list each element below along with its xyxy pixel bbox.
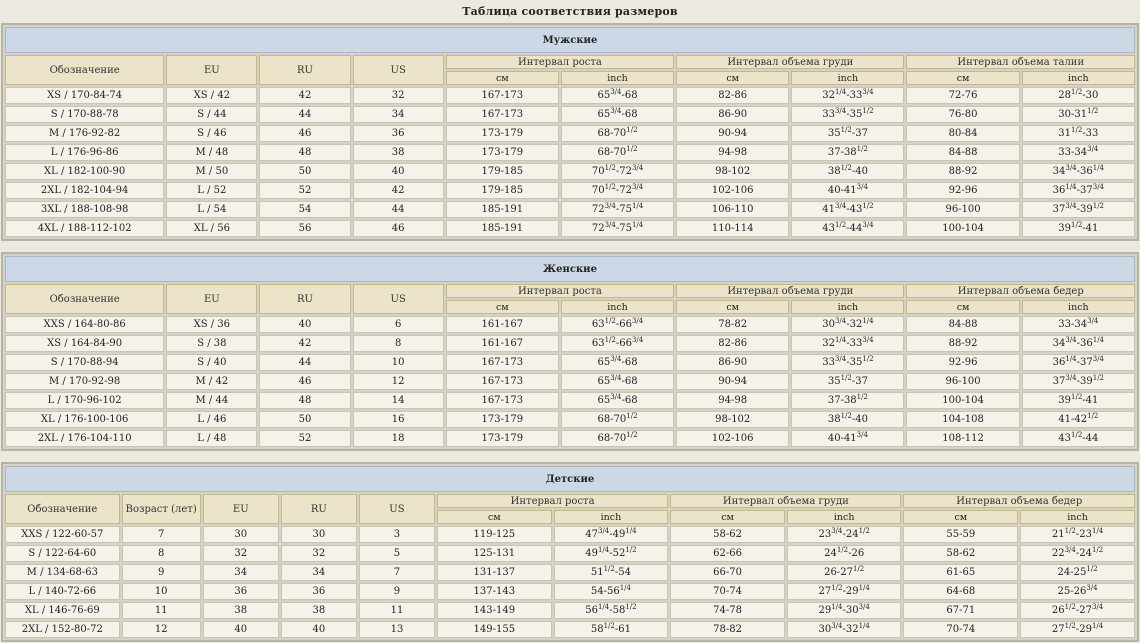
table-cell: 42 [259, 87, 350, 104]
table-cell: 173-179 [446, 411, 559, 428]
table-cell: 44 [353, 201, 444, 218]
table-cell: M / 176-92-82 [5, 125, 164, 142]
table-cell: L / 140-72-66 [5, 583, 120, 600]
table-cell: 2XL / 182-104-94 [5, 182, 164, 199]
table-cell: 167-173 [446, 354, 559, 371]
table-row [5, 335, 1135, 352]
table-cell: $35^{1/2}-37$ [791, 125, 904, 142]
table-cell: $31^{1/2}-33$ [1022, 125, 1135, 142]
table-cell: 3 [359, 526, 435, 543]
table-cell: 2XL / 176-104-110 [5, 430, 164, 447]
table-cell: $22^{3/4}-24^{1/2}$ [1020, 545, 1135, 562]
table-cell: 78-82 [670, 621, 785, 638]
column-header: EU [203, 494, 279, 524]
table-cell: 44 [259, 354, 350, 371]
column-header: RU [259, 55, 350, 85]
table-cell: 82-86 [676, 87, 789, 104]
table-cell: 125-131 [437, 545, 552, 562]
table-cell: 96-100 [906, 373, 1019, 390]
group-header: Интервал объема бедер [906, 284, 1135, 298]
table-cell: 179-185 [446, 163, 559, 180]
table-cell: $36^{1/4}-37^{3/4}$ [1022, 354, 1135, 371]
table-cell: 80-84 [906, 125, 1019, 142]
table-cell: $37^{3/4}-39^{1/2}$ [1022, 373, 1135, 390]
table-cell: 173-179 [446, 144, 559, 161]
table-cell: M / 134-68-63 [5, 564, 120, 581]
table-cell: 149-155 [437, 621, 552, 638]
group-header: Интервал объема груди [676, 55, 904, 69]
unit-header: см [437, 510, 552, 524]
table-cell: XXS / 164-80-86 [5, 316, 164, 333]
table-cell: 10 [122, 583, 201, 600]
table-cell: 32 [281, 545, 357, 562]
table-cell: 34 [353, 106, 444, 123]
table-row [5, 602, 1135, 619]
unit-header: inch [787, 510, 902, 524]
table-cell: 46 [353, 220, 444, 237]
table-row [5, 583, 1135, 600]
table-cell: 32 [203, 545, 279, 562]
table-cell: 11 [122, 602, 201, 619]
table-cell: 58-62 [670, 526, 785, 543]
section-title: Детские [5, 466, 1135, 492]
table-cell: 12 [122, 621, 201, 638]
table-cell: 36 [281, 583, 357, 600]
unit-header: см [670, 510, 785, 524]
table-row [5, 621, 1135, 638]
table-cell: 18 [353, 430, 444, 447]
column-header: Обозначение [5, 494, 120, 524]
table-cell: $54-56^{1/4}$ [554, 583, 669, 600]
table-cell: S / 44 [166, 106, 257, 123]
unit-header: см [906, 71, 1019, 85]
unit-header: inch [561, 300, 674, 314]
table-row [5, 316, 1135, 333]
table-cell: L / 54 [166, 201, 257, 218]
table-cell: 38 [353, 144, 444, 161]
column-header: Возраст (лет) [122, 494, 201, 524]
table-row [5, 182, 1135, 199]
table-cell: $43^{1/2}-44$ [1022, 430, 1135, 447]
table-cell: $63^{1/2}-66^{3/4}$ [561, 335, 674, 352]
table-cell: 70-74 [670, 583, 785, 600]
table-cell: $68-70^{1/2}$ [561, 411, 674, 428]
table-cell: 40 [203, 621, 279, 638]
column-header: US [353, 55, 444, 85]
table-cell: XL / 182-100-90 [5, 163, 164, 180]
table-cell: $33-34^{3/4}$ [1022, 144, 1135, 161]
table-cell: 46 [259, 125, 350, 142]
unit-header: inch [791, 300, 904, 314]
table-cell: 11 [359, 602, 435, 619]
table-cell: $21^{1/2}-23^{1/4}$ [1020, 526, 1135, 543]
table-cell: $65^{3/4}-68$ [561, 373, 674, 390]
table-row [5, 125, 1135, 142]
table-cell: 167-173 [446, 87, 559, 104]
table-cell: 9 [122, 564, 201, 581]
table-cell: XS / 42 [166, 87, 257, 104]
table-cell: $72^{3/4}-75^{1/4}$ [561, 220, 674, 237]
table-cell: S / 38 [166, 335, 257, 352]
table-cell: $30^{3/4}-32^{1/4}$ [787, 621, 902, 638]
table-cell: XL / 146-76-69 [5, 602, 120, 619]
table-cell: 48 [259, 392, 350, 409]
unit-header: см [676, 71, 789, 85]
table-cell: 131-137 [437, 564, 552, 581]
table-cell: 173-179 [446, 430, 559, 447]
table-cell: S / 170-88-94 [5, 354, 164, 371]
table-cell: 88-92 [906, 163, 1019, 180]
table-cell: $56^{1/4}-58^{1/2}$ [554, 602, 669, 619]
table-cell: $70^{1/2}-72^{3/4}$ [561, 182, 674, 199]
table-cell: $65^{3/4}-68$ [561, 106, 674, 123]
table-cell: 34 [203, 564, 279, 581]
table-cell: 16 [353, 411, 444, 428]
table-cell: 185-191 [446, 220, 559, 237]
table-cell: $40-41^{3/4}$ [791, 430, 904, 447]
table-cell: XS / 170-84-74 [5, 87, 164, 104]
column-header: EU [166, 284, 257, 314]
table-cell: 78-82 [676, 316, 789, 333]
table-cell: 36 [203, 583, 279, 600]
column-header: RU [281, 494, 357, 524]
table-cell: M / 48 [166, 144, 257, 161]
table-cell: 70-74 [903, 621, 1018, 638]
table-cell: L / 48 [166, 430, 257, 447]
table-cell: $26-27^{1/2}$ [787, 564, 902, 581]
table-cell: 32 [353, 87, 444, 104]
table-cell: 82-86 [676, 335, 789, 352]
table-cell: 42 [259, 335, 350, 352]
table-cell: L / 176-96-86 [5, 144, 164, 161]
table-cell: $68-70^{1/2}$ [561, 125, 674, 142]
table-cell: $33^{3/4}-35^{1/2}$ [791, 354, 904, 371]
table-cell: 61-65 [903, 564, 1018, 581]
table-cell: M / 50 [166, 163, 257, 180]
table-cell: $65^{3/4}-68$ [561, 392, 674, 409]
table-cell: $38^{1/2}-40$ [791, 163, 904, 180]
column-header: Обозначение [5, 284, 164, 314]
table-row [5, 411, 1135, 428]
table-cell: 86-90 [676, 106, 789, 123]
table-row [5, 163, 1135, 180]
column-header: US [353, 284, 444, 314]
table-cell: 50 [259, 411, 350, 428]
table-cell: 52 [259, 182, 350, 199]
unit-header: см [446, 71, 559, 85]
table-cell: 94-98 [676, 392, 789, 409]
size-table-men [3, 25, 1137, 239]
table-cell: 92-96 [906, 354, 1019, 371]
table-cell: XL / 56 [166, 220, 257, 237]
table-cell: $37-38^{1/2}$ [791, 392, 904, 409]
table-cell: 102-106 [676, 430, 789, 447]
table-cell: 40 [281, 621, 357, 638]
unit-header: см [446, 300, 559, 314]
table-cell: $43^{1/2}-44^{3/4}$ [791, 220, 904, 237]
table-cell: $23^{3/4}-24^{1/2}$ [787, 526, 902, 543]
table-cell: $28^{1/2}-30$ [1022, 87, 1135, 104]
table-cell: 90-94 [676, 373, 789, 390]
table-cell: $72^{3/4}-75^{1/4}$ [561, 201, 674, 218]
table-cell: 72-76 [906, 87, 1019, 104]
table-cell: 179-185 [446, 182, 559, 199]
table-cell: 54 [259, 201, 350, 218]
table-cell: $68-70^{1/2}$ [561, 144, 674, 161]
table-row [5, 545, 1135, 562]
table-cell: 84-88 [906, 316, 1019, 333]
table-cell: 48 [259, 144, 350, 161]
page-title: Таблица соответствия размеров [462, 5, 678, 18]
table-cell: 30 [281, 526, 357, 543]
group-header: Интервал объема груди [670, 494, 901, 508]
table-cell: 100-104 [906, 392, 1019, 409]
table-cell: $35^{1/2}-37$ [791, 373, 904, 390]
table-cell: 46 [259, 373, 350, 390]
section-women [1, 252, 1139, 451]
table-cell: 64-68 [903, 583, 1018, 600]
unit-header: inch [1022, 71, 1135, 85]
table-cell: 100-104 [906, 220, 1019, 237]
table-cell: $24^{1/2}-26$ [787, 545, 902, 562]
table-cell: $49^{1/4}-52^{1/2}$ [554, 545, 669, 562]
table-cell: $65^{3/4}-68$ [561, 87, 674, 104]
table-cell: 13 [359, 621, 435, 638]
table-cell: S / 46 [166, 125, 257, 142]
table-cell: 12 [353, 373, 444, 390]
table-cell: 167-173 [446, 106, 559, 123]
table-row [5, 564, 1135, 581]
table-cell: $33-34^{3/4}$ [1022, 316, 1135, 333]
unit-header: inch [1020, 510, 1135, 524]
table-cell: L / 52 [166, 182, 257, 199]
table-cell: 90-94 [676, 125, 789, 142]
table-cell: $51^{1/2}-54$ [554, 564, 669, 581]
column-header: Обозначение [5, 55, 164, 85]
table-cell: 38 [281, 602, 357, 619]
section-title: Мужские [5, 27, 1135, 53]
table-row [5, 144, 1135, 161]
table-cell: 161-167 [446, 335, 559, 352]
table-cell: 44 [259, 106, 350, 123]
table-cell: 62-66 [670, 545, 785, 562]
table-cell: $68-70^{1/2}$ [561, 430, 674, 447]
table-cell: 14 [353, 392, 444, 409]
unit-header: inch [554, 510, 669, 524]
table-row [5, 373, 1135, 390]
table-cell: L / 46 [166, 411, 257, 428]
table-cell: 185-191 [446, 201, 559, 218]
table-cell: 161-167 [446, 316, 559, 333]
table-cell: 108-112 [906, 430, 1019, 447]
table-cell: 143-149 [437, 602, 552, 619]
table-cell: 8 [122, 545, 201, 562]
table-cell: 50 [259, 163, 350, 180]
table-row [5, 354, 1135, 371]
table-cell: 7 [359, 564, 435, 581]
table-cell: 66-70 [670, 564, 785, 581]
table-cell: $70^{1/2}-72^{3/4}$ [561, 163, 674, 180]
table-cell: 119-125 [437, 526, 552, 543]
table-cell: 10 [353, 354, 444, 371]
table-cell: XXS / 122-60-57 [5, 526, 120, 543]
table-cell: $39^{1/2}-41$ [1022, 220, 1135, 237]
table-cell: 55-59 [903, 526, 1018, 543]
table-row [5, 106, 1135, 123]
table-cell: 110-114 [676, 220, 789, 237]
table-cell: $58^{1/2}-61$ [554, 621, 669, 638]
unit-header: inch [791, 71, 904, 85]
table-cell: $34^{3/4}-36^{1/4}$ [1022, 163, 1135, 180]
table-row [5, 392, 1135, 409]
table-cell: 42 [353, 182, 444, 199]
unit-header: см [676, 300, 789, 314]
table-cell: 104-108 [906, 411, 1019, 428]
column-header: EU [166, 55, 257, 85]
table-cell: XS / 36 [166, 316, 257, 333]
table-cell: $24-25^{1/2}$ [1020, 564, 1135, 581]
table-cell: S / 170-88-78 [5, 106, 164, 123]
group-header: Интервал объема груди [676, 284, 904, 298]
table-cell: XS / 164-84-90 [5, 335, 164, 352]
table-cell: 38 [203, 602, 279, 619]
table-cell: 167-173 [446, 392, 559, 409]
table-cell: 88-92 [906, 335, 1019, 352]
table-cell: 4XL / 188-112-102 [5, 220, 164, 237]
table-row [5, 201, 1135, 218]
table-cell: 84-88 [906, 144, 1019, 161]
table-cell: 67-71 [903, 602, 1018, 619]
table-cell: 76-80 [906, 106, 1019, 123]
table-cell: $27^{1/2}-29^{1/4}$ [787, 583, 902, 600]
table-cell: $33^{3/4}-35^{1/2}$ [791, 106, 904, 123]
table-cell: 94-98 [676, 144, 789, 161]
unit-header: inch [561, 71, 674, 85]
table-cell: M / 42 [166, 373, 257, 390]
table-cell: $37^{3/4}-39^{1/2}$ [1022, 201, 1135, 218]
table-cell: 9 [359, 583, 435, 600]
table-cell: 86-90 [676, 354, 789, 371]
table-cell: $30-31^{1/2}$ [1022, 106, 1135, 123]
table-cell: $26^{1/2}-27^{3/4}$ [1020, 602, 1135, 619]
table-cell: $38^{1/2}-40$ [791, 411, 904, 428]
column-header: US [359, 494, 435, 524]
table-cell: S / 122-64-60 [5, 545, 120, 562]
table-cell: 58-62 [903, 545, 1018, 562]
section-title: Женские [5, 256, 1135, 282]
table-row [5, 430, 1135, 447]
unit-header: см [906, 300, 1019, 314]
table-cell: $29^{1/4}-30^{3/4}$ [787, 602, 902, 619]
table-cell: 6 [353, 316, 444, 333]
table-row [5, 526, 1135, 543]
group-header: Интервал роста [446, 55, 674, 69]
table-cell: $37-38^{1/2}$ [791, 144, 904, 161]
table-cell: S / 40 [166, 354, 257, 371]
table-cell: L / 170-96-102 [5, 392, 164, 409]
table-cell: 52 [259, 430, 350, 447]
table-cell: $34^{3/4}-36^{1/4}$ [1022, 335, 1135, 352]
table-cell: $30^{3/4}-32^{1/4}$ [791, 316, 904, 333]
table-cell: 102-106 [676, 182, 789, 199]
table-cell: $47^{3/4}-49^{1/4}$ [554, 526, 669, 543]
table-cell: $41^{3/4}-43^{1/2}$ [791, 201, 904, 218]
table-cell: $27^{1/2}-29^{1/4}$ [1020, 621, 1135, 638]
table-cell: 74-78 [670, 602, 785, 619]
table-cell: XL / 176-100-106 [5, 411, 164, 428]
column-header: RU [259, 284, 350, 314]
table-cell: $41-42^{1/2}$ [1022, 411, 1135, 428]
table-cell: 106-110 [676, 201, 789, 218]
table-cell: $32^{1/4}-33^{3/4}$ [791, 335, 904, 352]
unit-header: inch [1022, 300, 1135, 314]
table-cell: 96-100 [906, 201, 1019, 218]
table-row [5, 87, 1135, 104]
table-cell: $40-41^{3/4}$ [791, 182, 904, 199]
section-kids [1, 462, 1139, 642]
group-header: Интервал объема талии [906, 55, 1135, 69]
table-cell: 98-102 [676, 163, 789, 180]
table-cell: M / 44 [166, 392, 257, 409]
table-cell: $39^{1/2}-41$ [1022, 392, 1135, 409]
table-cell: M / 170-92-98 [5, 373, 164, 390]
table-cell: $65^{3/4}-68$ [561, 354, 674, 371]
table-cell: 98-102 [676, 411, 789, 428]
table-cell: $25-26^{3/4}$ [1020, 583, 1135, 600]
table-cell: 2XL / 152-80-72 [5, 621, 120, 638]
size-table-women [3, 254, 1137, 449]
table-cell: $36^{1/4}-37^{3/4}$ [1022, 182, 1135, 199]
table-cell: 3XL / 188-108-98 [5, 201, 164, 218]
table-cell: 40 [353, 163, 444, 180]
table-cell: 137-143 [437, 583, 552, 600]
table-cell: 34 [281, 564, 357, 581]
group-header: Интервал роста [446, 284, 674, 298]
table-cell: 173-179 [446, 125, 559, 142]
unit-header: см [903, 510, 1018, 524]
table-cell: $32^{1/4}-33^{3/4}$ [791, 87, 904, 104]
table-cell: 30 [203, 526, 279, 543]
table-row [5, 220, 1135, 237]
table-cell: 8 [353, 335, 444, 352]
group-header: Интервал роста [437, 494, 668, 508]
table-cell: 7 [122, 526, 201, 543]
table-cell: 5 [359, 545, 435, 562]
table-cell: $63^{1/2}-66^{3/4}$ [561, 316, 674, 333]
table-cell: 167-173 [446, 373, 559, 390]
section-men [1, 23, 1139, 241]
table-cell: 36 [353, 125, 444, 142]
table-cell: 92-96 [906, 182, 1019, 199]
size-table-kids [3, 464, 1137, 640]
table-cell: 40 [259, 316, 350, 333]
group-header: Интервал объема бедер [903, 494, 1135, 508]
table-cell: 56 [259, 220, 350, 237]
